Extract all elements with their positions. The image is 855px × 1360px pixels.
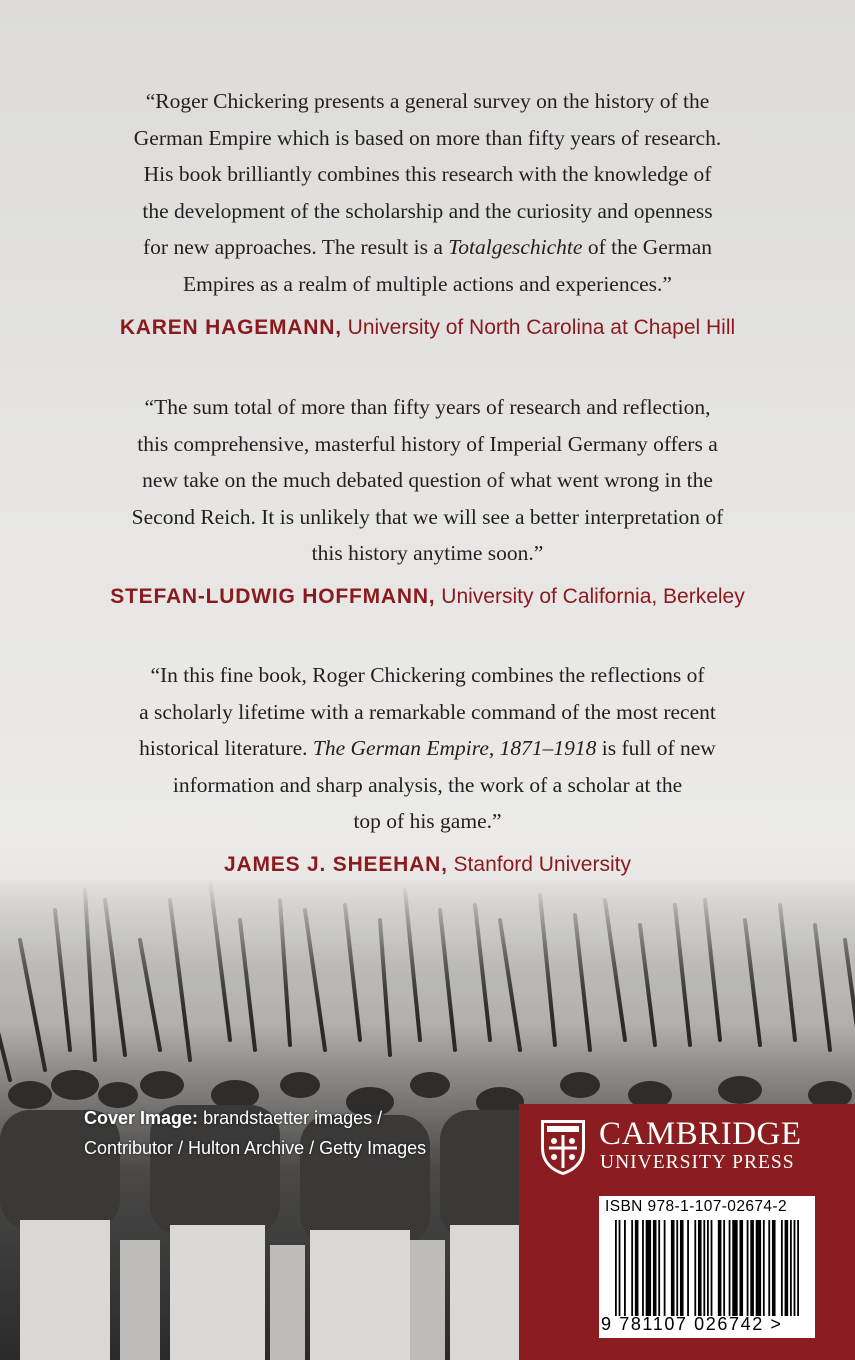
reviewer-affiliation: University of North Carolina at Chapel Hill — [347, 316, 736, 339]
quote-line: His book brilliantly combines this research with the knowledge of — [143, 162, 712, 186]
reviewer-affiliation: University of California, Berkeley — [441, 585, 745, 608]
barcode-bar — [781, 1220, 783, 1316]
review-attribution-2 — [40, 585, 815, 609]
quote-line: Empires as a realm of multiple actions and experiences.” — [183, 271, 672, 296]
cambridge-crest-icon — [539, 1118, 587, 1176]
barcode-bar — [756, 1220, 761, 1316]
barcode-bar — [631, 1220, 633, 1316]
quote-line: information and sharp analysis, the work of a scholar at the — [172, 772, 683, 797]
reviewer-name: JAMES J. SHEEHAN, — [224, 853, 448, 876]
cover-image-credit — [84, 1103, 426, 1163]
quote-line: this history anytime soon.” — [311, 541, 544, 565]
credit-label: Cover Image: — [84, 1108, 199, 1128]
quote-line: “In this fine book, Roger Chickering combines the reflections of — [150, 663, 705, 687]
quote-line: “Roger Chickering presents a general survey on the history of the — [145, 89, 710, 113]
quote-text: is full of new — [596, 736, 716, 760]
barcode-bar — [768, 1220, 770, 1316]
barcode-bar — [797, 1220, 799, 1316]
quote-line: new take on the much debated question of what went wrong in the — [142, 468, 713, 492]
credit-text: brandstaetter images / — [203, 1108, 383, 1128]
barcode-bar — [703, 1220, 705, 1316]
quote-line — [60, 229, 795, 266]
barcode-bar — [658, 1220, 660, 1316]
barcode-bar — [763, 1220, 765, 1316]
barcode-bar — [739, 1220, 743, 1316]
barcode-bar — [680, 1220, 684, 1316]
reviewer-name: KAREN HAGEMANN, — [119, 316, 342, 339]
quote-text: for new approaches. The result is a — [143, 235, 449, 259]
reviewer-affiliation: Stanford University — [453, 853, 631, 876]
credit-line-1 — [84, 1103, 426, 1133]
publisher-subname: UNIVERSITY PRESS — [600, 1152, 795, 1173]
publisher-panel — [519, 1104, 855, 1360]
review-quote-2 — [60, 389, 795, 572]
barcode-bar — [615, 1220, 617, 1316]
barcode-bar — [723, 1220, 725, 1316]
barcode-bar — [790, 1220, 792, 1316]
barcode-bar — [624, 1220, 626, 1316]
quote-text: historical literature. — [139, 736, 313, 760]
quote-line: German Empire which is based on more than fifty years of research. — [133, 125, 722, 150]
isbn-label: ISBN 978-1-107-02674-2 — [605, 1198, 787, 1215]
review-attribution-3 — [40, 853, 815, 877]
publisher-name: CAMBRIDGE — [599, 1116, 802, 1152]
quote-line — [60, 730, 795, 767]
quote-line: the development of the scholarship and the curiosity and openness — [142, 198, 713, 223]
quote-text: of the German — [582, 235, 712, 259]
barcode-bar — [694, 1220, 696, 1316]
quote-line: top of his game.” — [353, 809, 502, 833]
barcode-bar — [687, 1220, 689, 1316]
barcode-bars — [615, 1220, 799, 1316]
barcode-bar — [747, 1220, 749, 1316]
review-quote-3 — [60, 657, 795, 840]
barcode-bar — [729, 1220, 731, 1316]
quote-line: “The sum total of more than fifty years of research and reflection, — [144, 395, 711, 419]
barcode-bar — [718, 1220, 722, 1316]
barcode-bar — [732, 1220, 737, 1316]
barcode-bar — [711, 1220, 713, 1316]
barcode-bar — [642, 1220, 644, 1316]
barcode-bar — [707, 1220, 709, 1316]
barcode-bar — [671, 1220, 675, 1316]
barcode-bar — [772, 1220, 776, 1316]
barcode-box — [599, 1196, 815, 1338]
barcode-digits: 9 781107 026742 > — [601, 1314, 783, 1334]
reviewer-name: STEFAN-LUDWIG HOFFMANN, — [110, 585, 436, 608]
barcode-bar — [750, 1220, 754, 1316]
barcode-bar — [794, 1220, 796, 1316]
barcode-bar — [635, 1220, 639, 1316]
barcode-bar — [646, 1220, 651, 1316]
review-quote-1 — [60, 83, 795, 302]
barcode-bar — [653, 1220, 657, 1316]
quote-line: this comprehensive, masterful history of Imperial Germany offers a — [137, 431, 718, 456]
barcode-bar — [676, 1220, 678, 1316]
credit-line-2: Contributor / Hulton Archive / Getty Images — [84, 1138, 427, 1158]
barcode-bar — [619, 1220, 621, 1316]
review-attribution-1 — [40, 316, 815, 340]
quote-line: a scholarly lifetime with a remarkable command of the most recent — [139, 699, 716, 724]
quote-italic: Totalgeschichte — [448, 235, 583, 259]
barcode-bar — [664, 1220, 666, 1316]
barcode-bar — [785, 1220, 789, 1316]
barcode-bar — [698, 1220, 702, 1316]
quote-line: Second Reich. It is unlikely that we will see a better interpretation of — [131, 504, 724, 529]
quote-italic: The German Empire, 1871–1918 — [312, 736, 597, 760]
